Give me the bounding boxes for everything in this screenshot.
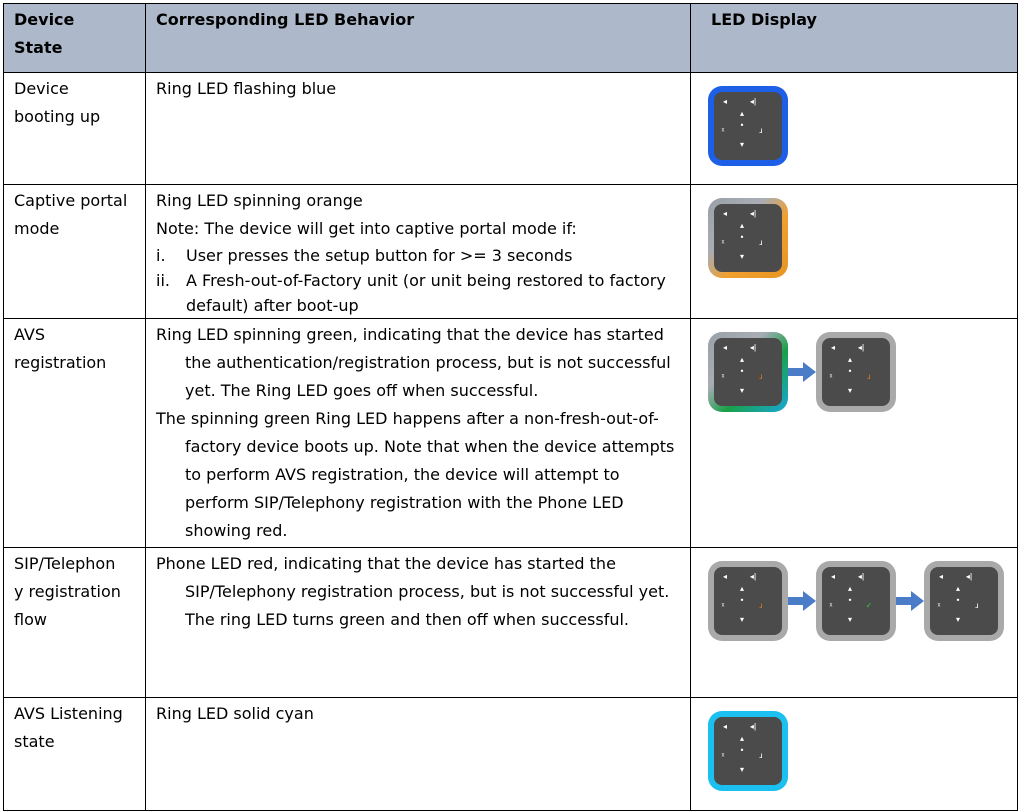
- table-row: [4, 73, 1018, 185]
- list-item: ii. A Fresh-out-of-Factory unit (or unit being restored to factory default) after boot-up: [156, 271, 666, 315]
- device-led-green-icon: ◂ ◂ǀ ▴ • ᵡ ɹ ▾: [708, 332, 788, 412]
- led-display-cell: [691, 185, 1018, 319]
- header-led-display: LED Display: [691, 4, 1018, 73]
- device-led-off-icon: ◂ ◂ǀ ▴ • ᵡ ɹ ▾: [924, 561, 1004, 641]
- behavior-cell: Ring LED flashing blue: [146, 73, 691, 185]
- header-row: [4, 4, 1018, 73]
- behavior-cell: Ring LED solid cyan: [146, 698, 691, 811]
- led-display-cell: [691, 548, 1018, 698]
- table-row: [4, 319, 1018, 548]
- led-display-cell: [691, 73, 1018, 185]
- header-led-behavior: Corresponding LED Behavior: [146, 4, 691, 73]
- list-item: i. User presses the setup button for >= 3 seconds: [156, 246, 573, 265]
- led-display-cell: [691, 698, 1018, 811]
- device-led-blue-icon: ◂ ◂ǀ ▴ • ᵡ ɹ ▾: [708, 86, 788, 166]
- behavior-cell: Phone LED red, indicating that the device has started the SIP/Telephony registration process, but is not successful yet. The ring LED turns green and then off when successful.: [146, 548, 691, 698]
- led-state-table: [3, 3, 1018, 811]
- device-phone-led-red-icon: ◂ ◂ǀ ▴ • ᵡ ɹ ▾: [708, 561, 788, 641]
- device-led-off-phone-orange-icon: ◂ ◂ǀ ▴ • ᵡ ɹ ▾: [816, 332, 896, 412]
- state-cell: AVS registration: [4, 319, 146, 548]
- state-cell: Device booting up: [4, 73, 146, 185]
- table-row: [4, 698, 1018, 811]
- device-led-cyan-icon: ◂ ◂ǀ ▴ • ᵡ ɹ ▾: [708, 711, 788, 791]
- behavior-cell: Ring LED spinning orange Note: The device will get into captive portal mode if: i. User presses the setup button for >= 3 seconds ii. A Fresh-out-of-Factory unit (or unit being restored to factory default) after boot-up: [146, 185, 691, 319]
- state-cell: Captive portal mode: [4, 185, 146, 319]
- behavior-cell: Ring LED spinning green, indicating that the device has started the authentication/registration process, but is not successful yet. The Ring LED goes off when successful. The spinning green Ring LED happens after a non-fresh-out-of-factory device boots up. Note that when the device attempts to perform AVS registration, the device will attempt to perform SIP/Telephony registration with the Phone LED showing red.: [146, 319, 691, 548]
- device-phone-led-green-icon: ◂ ◂ǀ ▴ • ᵡ ✓ ▾: [816, 561, 896, 641]
- table-row: [4, 548, 1018, 698]
- table-row: [4, 185, 1018, 319]
- arrow-right-icon: [788, 361, 816, 383]
- header-device-state: Device State: [4, 4, 146, 73]
- state-cell: AVS Listening state: [4, 698, 146, 811]
- arrow-right-icon: [896, 590, 924, 612]
- led-display-cell: [691, 319, 1018, 548]
- arrow-right-icon: [788, 590, 816, 612]
- state-cell: SIP/Telephon y registration flow: [4, 548, 146, 698]
- device-led-orange-icon: ◂ ◂ǀ ▴ • ᵡ ɹ ▾: [708, 198, 788, 278]
